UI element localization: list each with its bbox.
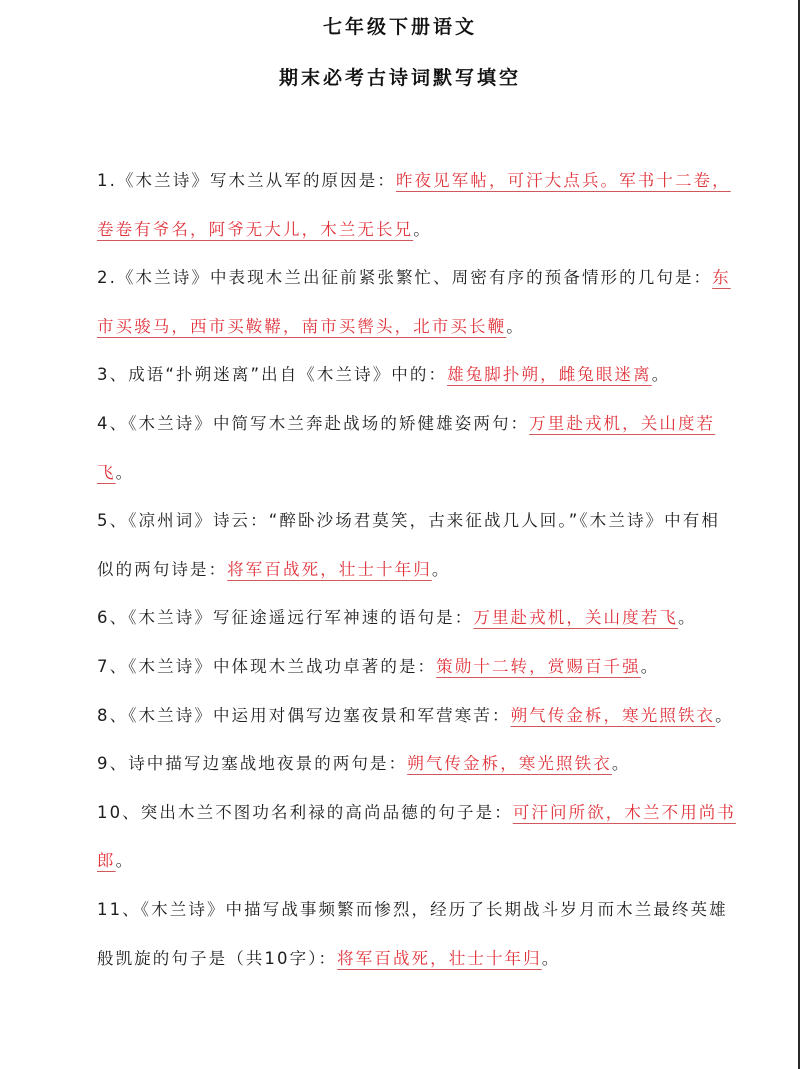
question-text: 诗中描写边塞战地夜景的两句是：: [128, 754, 408, 774]
question-text: 成语“扑朔迷离”出自《木兰诗》中的：: [128, 365, 448, 385]
question-item-2: [97, 254, 737, 351]
answer-text: 万里赴戎机，关山度若飞: [97, 413, 716, 482]
question-item-4: [97, 400, 737, 497]
question-text: 《木兰诗》写木兰从军的原因是：: [116, 171, 396, 190]
question-item-8: [97, 692, 737, 741]
page-subtitle: 期末必考古诗词默写填空: [278, 67, 521, 89]
question-text: 突出木兰不图功名利禄的高尚品德的句子是：: [140, 802, 513, 822]
answer-text: 万里赴戎机，关山度若飞: [473, 608, 678, 628]
question-text: 《木兰诗》中描写战事频繁而惨烈，经历了长期战斗岁月而木兰最终英雄般凯旋的句子是（共10字）：: [97, 899, 728, 968]
question-item-5: [97, 497, 737, 594]
question-number: 11、: [97, 899, 141, 919]
question-item-1: [97, 157, 737, 254]
end-punctuation: 。: [651, 365, 671, 385]
page-title: 七年级下册语文: [322, 16, 477, 38]
question-item-6: [97, 594, 737, 643]
end-punctuation: 。: [541, 948, 561, 968]
question-item-11: [97, 886, 737, 983]
question-number: 8、: [97, 705, 129, 725]
end-punctuation: 。: [677, 608, 697, 628]
question-text: 《木兰诗》中简写木兰奔赴战场的矫健雄姿两句：: [128, 413, 530, 433]
end-punctuation: 。: [611, 754, 631, 774]
question-text: 《木兰诗》中表现木兰出征前紧张繁忙、周密有序的预备情形的几句是：: [116, 268, 713, 288]
question-number: 7、: [97, 656, 129, 676]
end-punctuation: 。: [115, 851, 135, 871]
end-punctuation: 。: [413, 219, 432, 239]
answer-text: 朔气传金柝，寒光照铁衣: [510, 705, 716, 725]
question-number: 4、: [97, 413, 129, 433]
question-text: 《木兰诗》中运用对偶写边塞夜景和军营寒苦：: [128, 705, 511, 725]
end-punctuation: 。: [115, 462, 135, 482]
question-item-3: [97, 351, 737, 400]
question-item-10: [97, 789, 737, 886]
answer-text: 朔气传金柝，寒光照铁衣: [407, 754, 612, 774]
answer-text: 将军百战死，壮士十年归: [227, 559, 432, 579]
question-number: 5、: [97, 511, 129, 531]
question-number: 9、: [97, 754, 129, 774]
end-punctuation: 。: [640, 656, 660, 676]
end-punctuation: 。: [715, 705, 734, 725]
question-number: 10、: [97, 802, 141, 822]
answer-text: 雄兔脚扑朔，雌兔眼迷离: [447, 365, 652, 385]
question-number: 1.: [97, 171, 117, 190]
question-text: 《木兰诗》中体现木兰战功卓著的是：: [128, 656, 437, 676]
end-punctuation: 。: [506, 316, 525, 336]
end-punctuation: 。: [431, 559, 451, 579]
question-item-7: [97, 643, 737, 692]
answer-text: 昨夜见军帖，可汗大点兵。军书十二卷，卷卷有爷名，阿爷无大儿，木兰无长兄: [97, 171, 731, 239]
answer-text: 将军百战死，壮士十年归: [337, 948, 542, 968]
question-text: 《凉州词》诗云：“醉卧沙场君莫笑，古来征战几人回。”《木兰诗》中有相似的两句诗是：: [97, 511, 720, 579]
question-number: 2.: [97, 268, 117, 288]
answer-text: 策勋十二转，赏赐百千强: [436, 656, 641, 676]
question-number: 3、: [97, 365, 129, 385]
answer-text: 东市买骏马，西市买鞍鞯，南市买辔头，北市买长鞭: [97, 268, 731, 336]
question-number: 6、: [97, 608, 129, 628]
answer-text: 可汗问所欲，木兰不用尚书郎: [97, 802, 736, 871]
question-list: [97, 157, 737, 983]
question-item-9: [97, 740, 737, 789]
question-text: 《木兰诗》写征途遥远行军神速的语句是：: [128, 608, 474, 628]
